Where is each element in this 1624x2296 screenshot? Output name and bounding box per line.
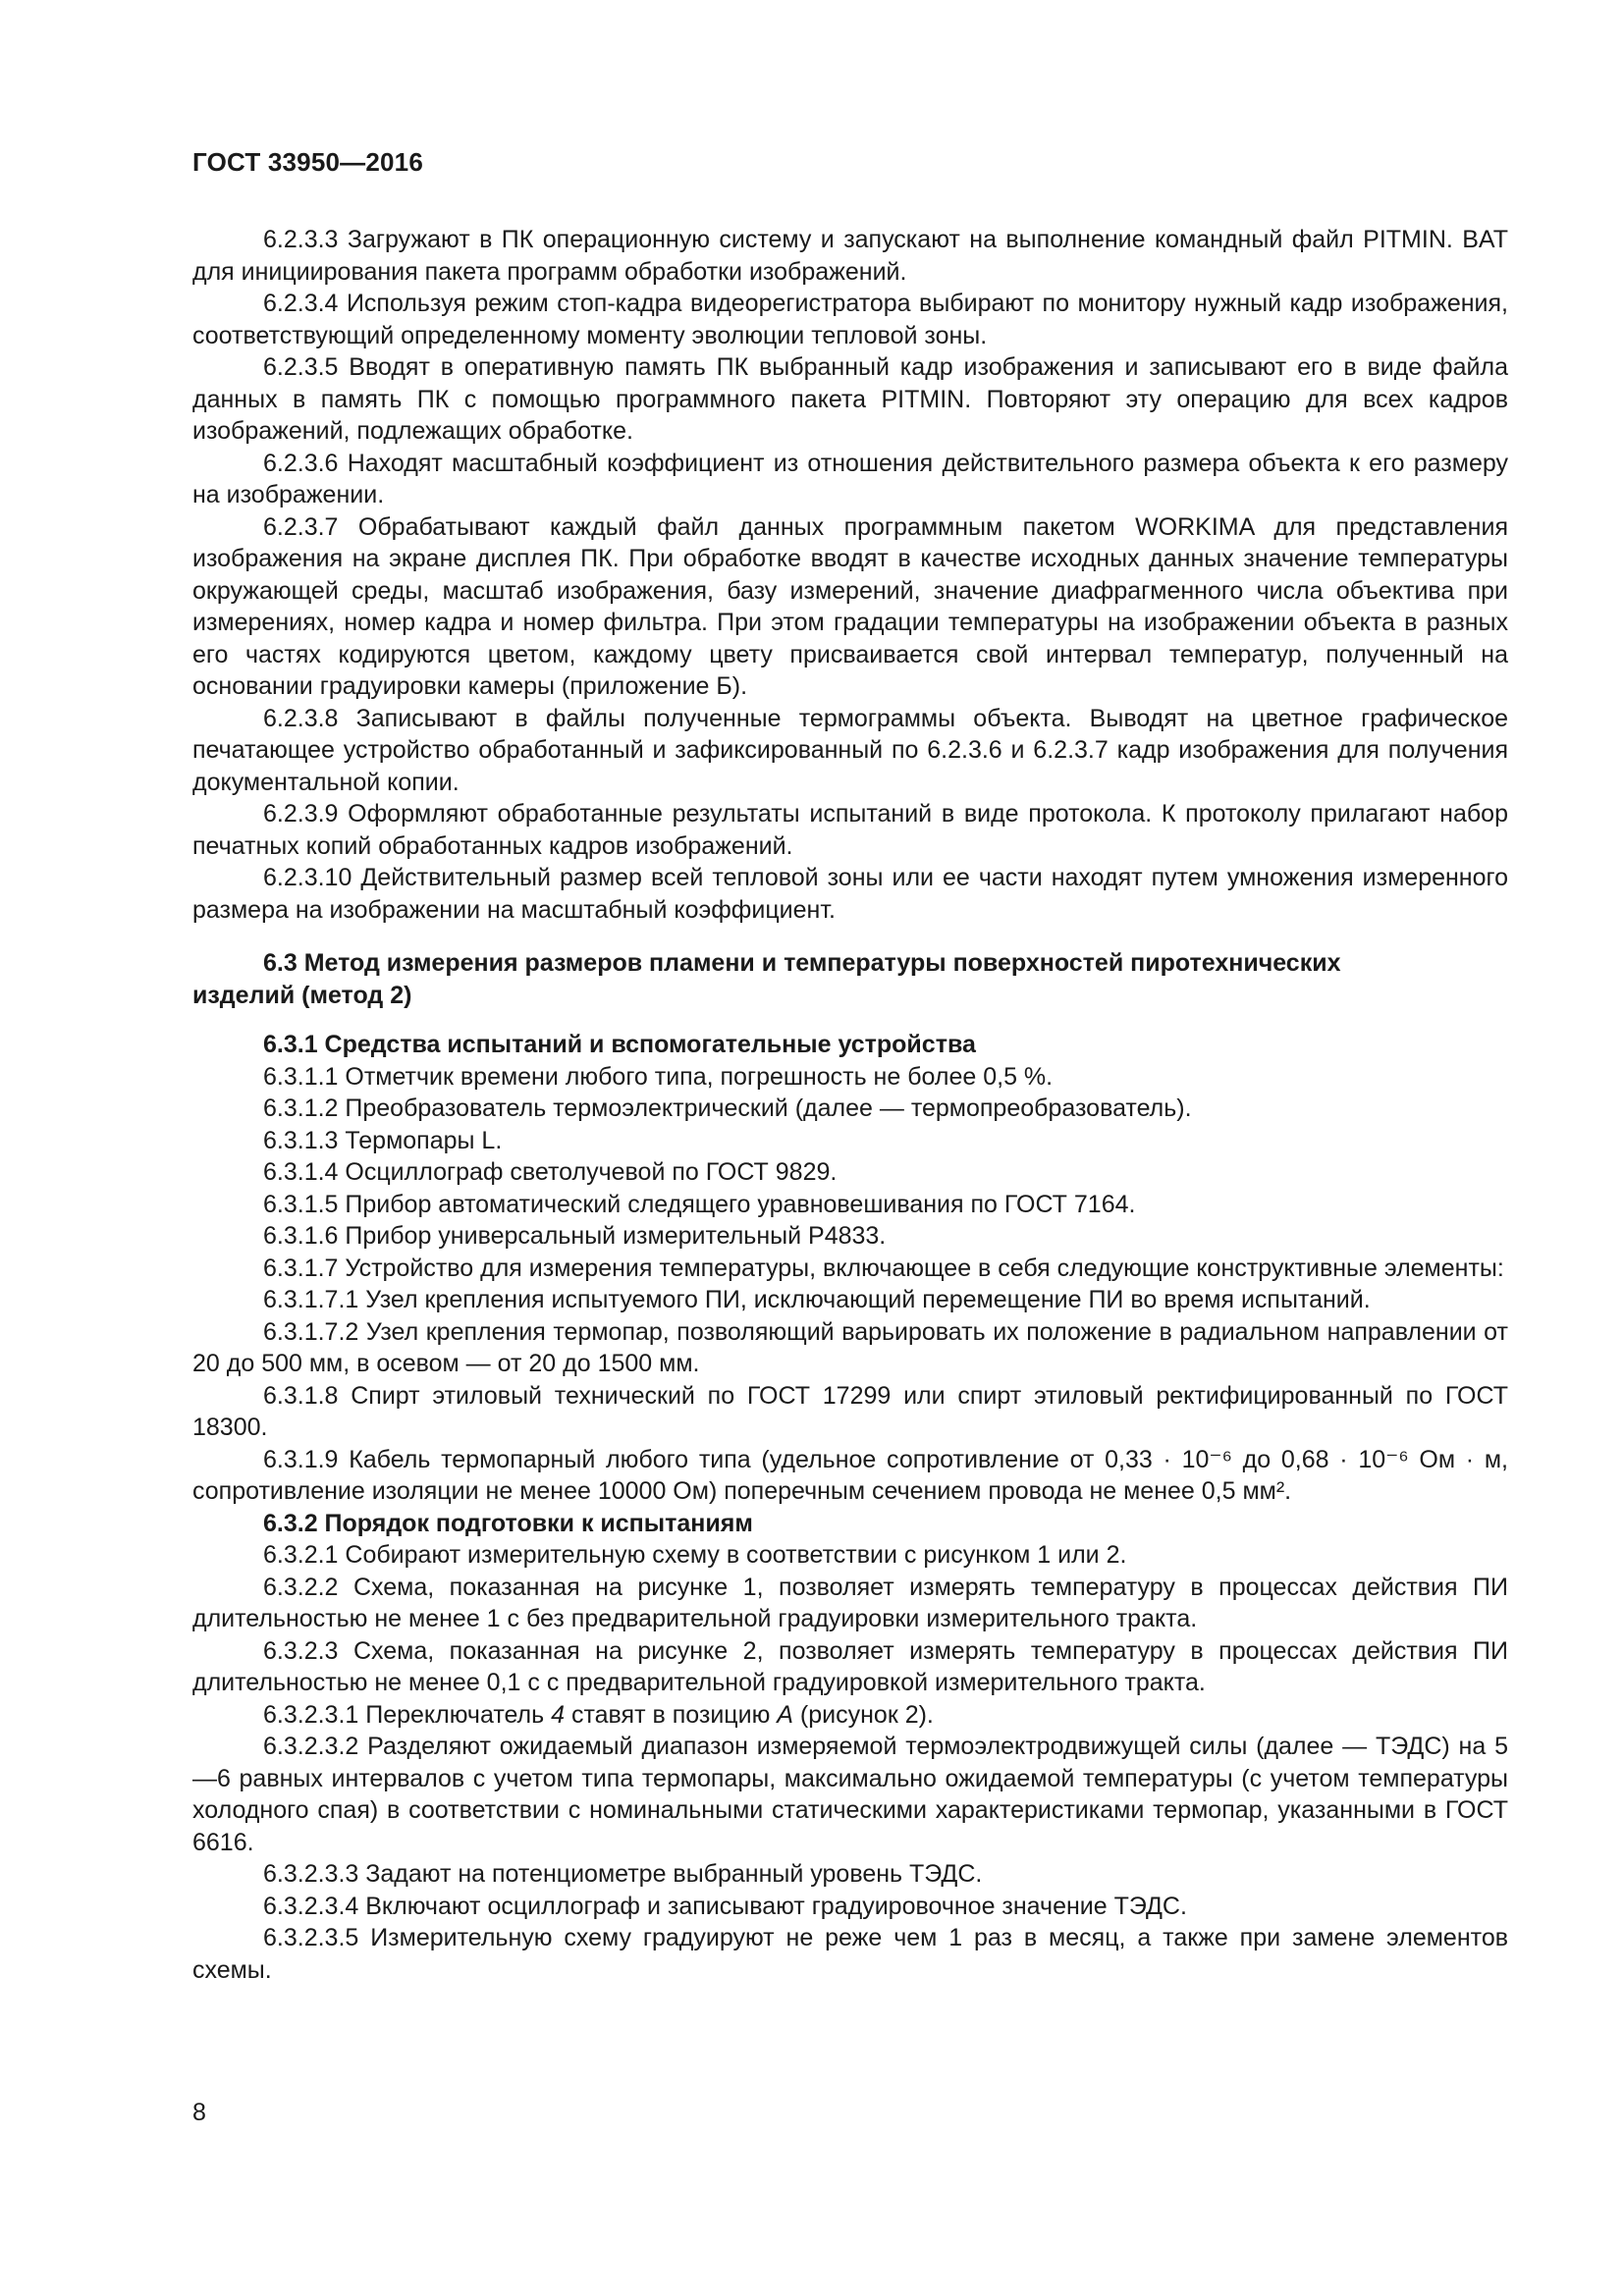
clause-6-3-2-1: 6.3.2.1 Собирают измерительную схему в соответствии с рисунком 1 или 2. xyxy=(263,1541,1127,1569)
subsection-heading-6-3-2: 6.3.2 Порядок подготовки к испытаниям xyxy=(263,1509,753,1537)
clause-6-3-2-3-1-text-b: ставят в позицию xyxy=(565,1700,778,1729)
clause-6-3-1-5: 6.3.1.5 Прибор автоматический следящего уравновешивания по ГОСТ 7164. xyxy=(263,1190,1136,1218)
section-heading-6-3: 6.3 Метод измерения размеров пламени и температуры поверхностей пиротехнических изделий (метод 2) xyxy=(192,949,1341,1009)
clause-6-3-1-1: 6.3.1.1 Отметчик времени любого типа, погрешность не более 0,5 %. xyxy=(263,1062,1054,1091)
clause-6-2-3-8: 6.2.3.8 Записывают в файлы полученные термограммы объекта. Выводят на цветное графическое печатающее устройство обработанный и зафиксированный по 6.2.3.6 и 6.2.3.7 кадр изображения для получения документальной копии. xyxy=(192,704,1508,796)
clause-6-2-3-3: 6.2.3.3 Загружают в ПК операционную систему и запускают на выполнение командный файл PITMIN. BAT для инициирования пакета программ обработки изображений. xyxy=(192,226,1508,286)
clause-6-3-1-9: 6.3.1.9 Кабель термопарный любого типа (удельное сопротивление от 0,33 · 10⁻⁶ до 0,68 · 10⁻⁶ Ом · м, сопротивление изоляции не менее 10000 Ом) поперечным сечением провода не менее 0,5 мм². xyxy=(192,1445,1508,1505)
clause-6-3-2-3-1-text-a: 6.3.2.3.1 Переключатель xyxy=(263,1700,552,1729)
clause-6-3-1-6: 6.3.1.6 Прибор универсальный измерительный Р4833. xyxy=(263,1222,887,1250)
clause-6-2-3-4: 6.2.3.4 Используя режим стоп-кадра видеорегистратора выбирают по монитору нужный кадр изображения, соответствующий определенному моменту эволюции тепловой зоны. xyxy=(192,290,1508,349)
clause-6-3-1-7-2: 6.3.1.7.2 Узел крепления термопар, позволяющий варьировать их положение в радиальном направлении от 20 до 500 мм, в осевом — от 20 до 1500 мм. xyxy=(192,1317,1508,1377)
clause-6-3-2-3-2: 6.3.2.3.2 Разделяют ожидаемый диапазон измеряемой термоэлектродвижущей силы (далее — ТЭДС) на 5—6 равных интервалов с учетом типа термопары, максимально ожидаемой температуры (с учетом температуры холодного спая) в соответствии с номинальными статическими характеристиками термопар, указанными в ГОСТ 6616. xyxy=(192,1733,1508,1856)
switch-number: 4 xyxy=(551,1700,566,1729)
clause-6-3-2-2: 6.3.2.2 Схема, показанная на рисунке 1, позволяет измерять температуру в процессах действия ПИ длительностью не менее 1 с без предварительной градуировки измерительного тракта. xyxy=(192,1573,1508,1632)
clause-6-3-1-4: 6.3.1.4 Осциллограф светолучевой по ГОСТ 9829. xyxy=(263,1158,838,1186)
page-body xyxy=(192,224,1508,1986)
clause-6-2-3-10: 6.2.3.10 Действительный размер всей тепловой зоны или ее части находят путем умножения измеренного размера на изображении на масштабный коэффициент. xyxy=(192,864,1508,924)
clause-6-3-2-3-4: 6.3.2.3.4 Включают осциллограф и записывают градуировочное значение ТЭДС. xyxy=(263,1892,1187,1920)
clause-6-3-1-3: 6.3.1.3 Термопары L. xyxy=(263,1126,503,1154)
page-number: 8 xyxy=(192,2099,206,2126)
clause-6-3-1-7-1: 6.3.1.7.1 Узел крепления испытуемого ПИ, исключающий перемещение ПИ во время испытаний. xyxy=(263,1286,1371,1313)
subsection-heading-6-3-1: 6.3.1 Средства испытаний и вспомогательные устройства xyxy=(263,1031,976,1058)
clause-6-3-1-8: 6.3.1.8 Спирт этиловый технический по ГОСТ 17299 или спирт этиловый ректифицированный по ГОСТ 18300. xyxy=(192,1381,1508,1441)
clause-6-2-3-5: 6.2.3.5 Вводят в оперативную память ПК выбранный кадр изображения и записывают его в виде файла данных в память ПК с помощью программного пакета PITMIN. Повторяют эту операцию для всех кадров изображений, подлежащих обработке. xyxy=(192,353,1508,445)
clause-6-3-1-7: 6.3.1.7 Устройство для измерения температуры, включающее в себя следующие конструктивные элементы: xyxy=(263,1254,1504,1282)
clause-6-2-3-9: 6.2.3.9 Оформляют обработанные результаты испытаний в виде протокола. К протоколу прилагают набор печатных копий обработанных кадров изображений. xyxy=(192,800,1508,860)
switch-position: А xyxy=(777,1700,793,1729)
clause-6-3-2-3-3: 6.3.2.3.3 Задают на потенциометре выбранный уровень ТЭДС. xyxy=(263,1860,983,1888)
clause-6-3-2-3-5: 6.3.2.3.5 Измерительную схему градуируют не реже чем 1 раз в месяц, а также при замене элементов схемы. xyxy=(192,1924,1508,1984)
document-code-header: ГОСТ 33950—2016 xyxy=(192,147,423,177)
clause-6-3-2-3-1 xyxy=(192,1699,1508,1732)
clause-6-3-1-2: 6.3.1.2 Преобразователь термоэлектрический (далее — термопреобразователь). xyxy=(263,1095,1192,1122)
clause-6-3-2-3: 6.3.2.3 Схема, показанная на рисунке 2, позволяет измерять температуру в процессах действия ПИ длительностью не менее 0,1 с с предварительной градуировкой измерительного тракта. xyxy=(192,1636,1508,1696)
clause-6-2-3-7: 6.2.3.7 Обрабатывают каждый файл данных программным пакетом WORKIMA для представления изображения на экране дисплея ПК. При обработке вводят в качестве исходных данных значение температуры окружающей среды, масштаб изображения, базу измерений, значение диафрагменного числа объектива при измерениях, номер кадра и номер фильтра. При этом градации температуры на изображении объекта в разных его частях кодируются цветом, каждому цвету присваивается свой интервал температур, полученный на основании градуировки камеры (приложение Б). xyxy=(192,512,1508,700)
clause-6-3-2-3-1-text-c: (рисунок 2). xyxy=(792,1700,934,1729)
clause-6-2-3-6: 6.2.3.6 Находят масштабный коэффициент из отношения действительного размера объекта к его размеру на изображении. xyxy=(192,449,1508,508)
